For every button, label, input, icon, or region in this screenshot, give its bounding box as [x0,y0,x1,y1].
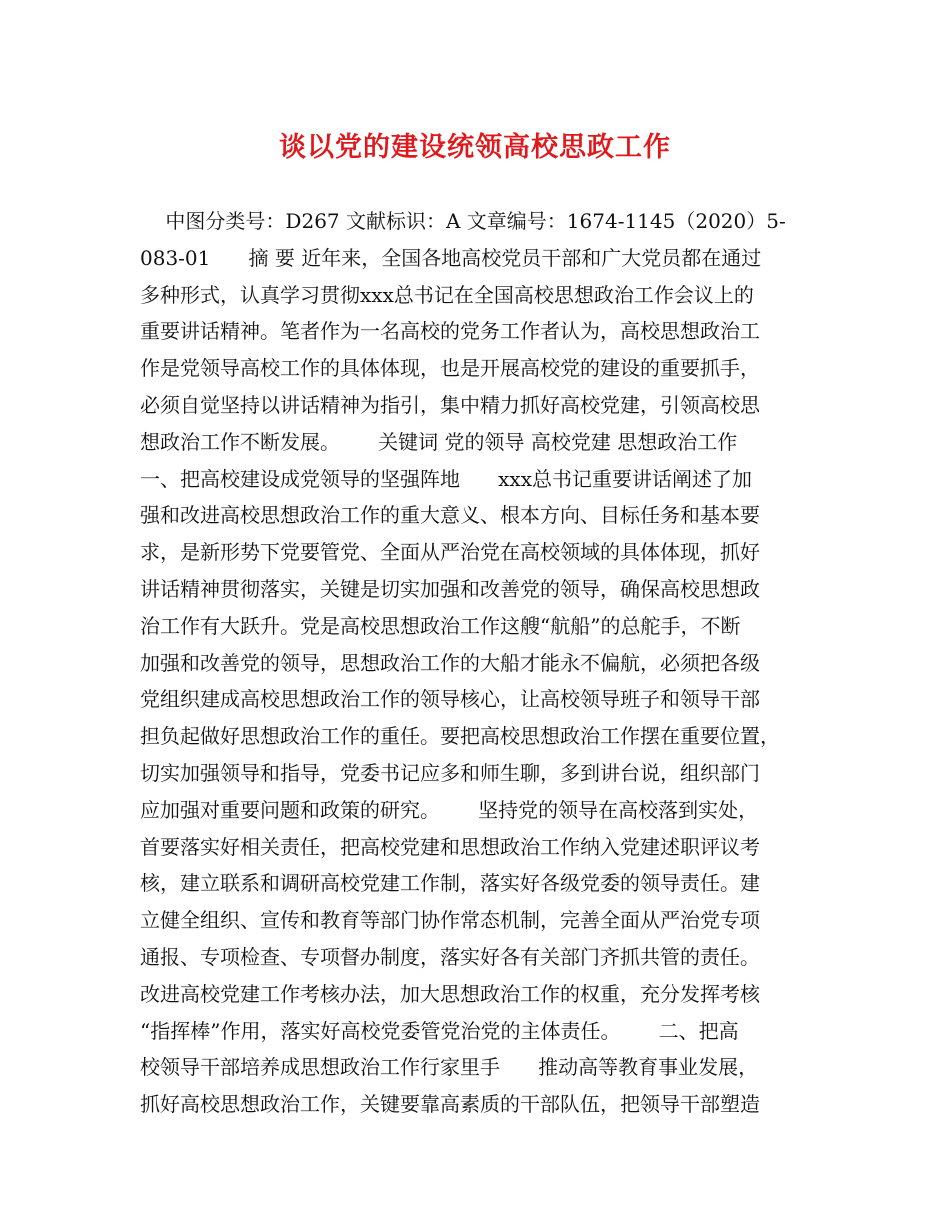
text-line: 担负起做好思想政治工作的重任。要把高校思想政治工作摆在重要位置， [140,724,780,749]
text-line: 党组织建成高校思想政治工作的领导核心，让高校领导班子和领导干部 [140,687,760,712]
document-title: 谈以党的建设统领高校思政工作 [279,132,671,163]
text-line: 加强和改善党的领导，思想政治工作的大船才能永不偏航，必须把各级 [140,650,760,675]
text-line: 首要落实好相关责任，把高校党建和思想政治工作纳入党建述职评议考 [140,834,760,859]
text-line: 立健全组织、宣传和教育等部门协作常态机制，完善全面从严治党专项 [140,908,760,933]
text-line: 重要讲话精神。笔者作为一名高校的党务工作者认为，高校思想政治工 [140,319,760,344]
text-line: 必须自觉坚持以讲话精神为指引，集中精力抓好高校党建，引领高校思 [140,392,760,417]
text-line: 中图分类号：D267 文献标识：A 文章编号：1674-1145（2020）5- [140,209,786,233]
text-line: 强和改进高校思想政治工作的重大意义、根本方向、目标任务和基本要 [140,503,760,528]
document-body [140,203,830,1123]
text-line: “指挥棒”作用，落实好高校党委管党治党的主体责任。 二、把高 [140,1018,739,1043]
text-line: 求，是新形势下党要管党、全面从严治党在高校领域的具体体现，抓好 [140,540,760,565]
text-line: 多种形式，认真学习贯彻xxx总书记在全国高校思想政治工作会议上的 [140,282,754,307]
text-line: 改进高校党建工作考核办法，加大思想政治工作的权重，充分发挥考核 [140,981,760,1006]
text-line: 抓好高校思想政治工作，关键要靠高素质的干部队伍，把领导干部塑造 [140,1092,760,1117]
text-line: 一、把高校建设成党领导的坚强阵地 xxx总书记重要讲话阐述了加 [140,466,752,491]
text-line: 应加强对重要问题和政策的研究。 坚持党的领导在高校落到实处， [140,797,759,822]
text-line: 治工作有大跃升。党是高校思想政治工作这艘“航船”的总舵手，不断 [140,613,741,638]
text-line: 083-01 摘 要 近年来，全国各地高校党员干部和广大党员都在通过 [140,245,762,270]
text-line: 作是党领导高校工作的具体体现，也是开展高校党的建设的重要抓手， [140,356,760,381]
text-line: 讲话精神贯彻落实，关键是切实加强和改善党的领导，确保高校思想政 [140,576,760,601]
text-line: 想政治工作不断发展。 关键词 党的领导 高校党建 思想政治工作 [140,429,738,454]
text-line: 校领导干部培养成思想政治工作行家里手 推动高等教育事业发展， [140,1055,759,1080]
text-line: 核，建立联系和调研高校党建工作制，落实好各级党委的领导责任。建 [140,871,760,896]
text-line: 通报、专项检查、专项督办制度，落实好各有关部门齐抓共管的责任。 [140,944,760,969]
text-line: 切实加强领导和指导，党委书记应多和师生聊，多到讲台说，组织部门 [140,760,760,785]
